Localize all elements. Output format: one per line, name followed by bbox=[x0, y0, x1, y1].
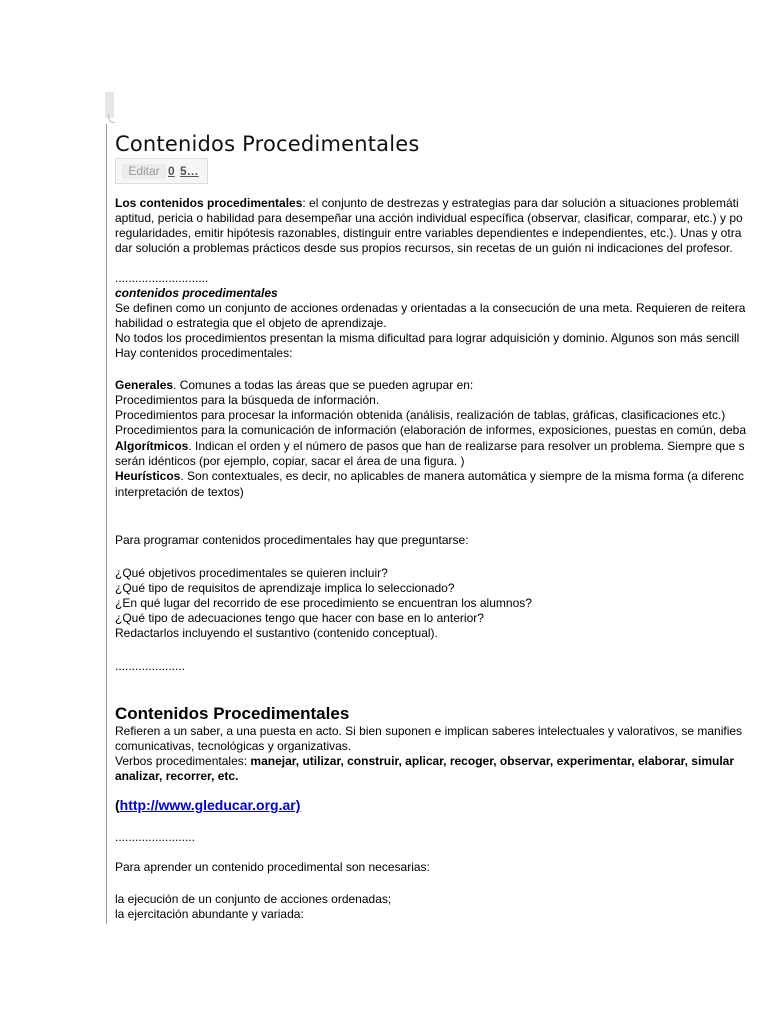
intro-line-2: aptitud, pericia o habilidad para desempeñar una acción individual específica (observar, clasificar, comparar, etc.) y po bbox=[115, 211, 743, 225]
type-heuristic bbox=[115, 469, 744, 484]
learn-intro: Para aprender un contenido procedimental son necesarias: bbox=[115, 860, 430, 874]
separator-3: ........................ bbox=[115, 830, 196, 844]
edit-toolbar bbox=[115, 158, 208, 184]
type-general-text: . Comunes a todas las áreas que se pueden agrupar en: bbox=[173, 378, 474, 392]
type-general-label: Generales bbox=[115, 378, 174, 392]
intro-line-4: dar solución a problemas prácticos desde sus propios recursos, sin recetas de un guión ni indicaciones del profesor. bbox=[115, 241, 733, 255]
program-question-4: ¿Qué tipo de adecuaciones tengo que hacer con base en lo anterior? bbox=[115, 611, 484, 625]
type-algorithmic-label: Algorítmicos bbox=[115, 439, 189, 453]
definition-line-2: habilidad o estrategia que el objeto de aprendizaje. bbox=[115, 316, 387, 330]
separator-2: ..................... bbox=[115, 659, 186, 673]
page-fold-corner bbox=[108, 114, 115, 123]
program-intro: Para programar contenidos procedimentales hay que preguntarse: bbox=[115, 533, 469, 547]
separator-1: ............................ bbox=[115, 271, 209, 285]
verbs-list: manejar, utilizar, construir, aplicar, recoger, observar, experimentar, elaborar, simular bbox=[250, 754, 734, 768]
type-algorithmic bbox=[115, 439, 745, 454]
page-title: Contenidos Procedimentales bbox=[115, 132, 420, 156]
page-left-border bbox=[106, 124, 107, 924]
verbs-label: Verbos procedimentales: bbox=[115, 754, 251, 768]
verbs-line bbox=[115, 754, 734, 769]
program-question-5: Redactarlos incluyendo el sustantivo (contenido conceptual). bbox=[115, 626, 438, 640]
general-item-3: Procedimientos para la comunicación de información (elaboración de informes, exposiciones, puestas en común, deba bbox=[115, 423, 747, 437]
definition-line-1: Se definen como un conjunto de acciones ordenadas y orientadas a la consecución de una meta. Requieren de reitera bbox=[115, 301, 746, 315]
section-2-line-2: comunicativas, tecnológicas y organizativas. bbox=[115, 739, 352, 753]
program-question-3: ¿En qué lugar del recorrido de ese procedimiento se encuentran los alumnos? bbox=[115, 596, 532, 610]
source-line bbox=[115, 797, 300, 814]
comments-count-link[interactable]: 0 bbox=[168, 164, 175, 178]
type-heuristic-line-2: interpretación de textos) bbox=[115, 485, 244, 499]
definition-line-3: No todos los procedimientos presentan la misma dificultad para lograr adquisición y dominio. Algunos son más sencill bbox=[115, 331, 740, 345]
general-item-1: Procedimientos para la búsqueda de información. bbox=[115, 393, 380, 407]
verbs-list-2: analizar, recorrer, etc. bbox=[115, 769, 239, 783]
section-2-line-1: Refieren a un saber, a una puesta en acto. Si bien suponen e implican saberes intelectuales y valorativos, se manifies bbox=[115, 724, 743, 738]
definition-heading bbox=[115, 286, 278, 301]
source-link[interactable]: http://www.gleducar.org.ar) bbox=[119, 797, 301, 813]
intro-line-3: regularidades, emitir hipótesis razonables, distinguir entre variables dependientes e independientes, etc.). Unas y otra bbox=[115, 226, 742, 240]
intro-term: Los contenidos procedimentales bbox=[115, 196, 303, 210]
intro-text-1: : el conjunto de destrezas y estrategias para dar solución a situaciones problemáti bbox=[302, 196, 739, 210]
history-link[interactable]: 5… bbox=[180, 164, 199, 178]
type-algorithmic-line-2: serán idénticos (por ejemplo, copiar, sacar el área de una figura. ) bbox=[115, 454, 465, 468]
section-2-heading: Contenidos Procedimentales bbox=[115, 704, 350, 723]
verbs-line-2 bbox=[115, 769, 238, 784]
definition-heading-text: contenidos procedimentales bbox=[115, 286, 278, 300]
type-general bbox=[115, 378, 473, 393]
source-paren: ( bbox=[115, 797, 120, 813]
program-question-1: ¿Qué objetivos procedimentales se quieren incluir? bbox=[115, 566, 388, 580]
intro-line-1 bbox=[115, 196, 739, 211]
type-algorithmic-text: . Indican el orden y el número de pasos que han de realizarse para resolver un problema. Siempre que s bbox=[188, 439, 745, 453]
type-heuristic-text: . Son contextuales, es decir, no aplicables de manera automática y siempre de la misma forma (a diferenc bbox=[180, 469, 744, 483]
program-question-2: ¿Qué tipo de requisitos de aprendizaje implica lo seleccionado? bbox=[115, 581, 455, 595]
type-heuristic-label: Heurísticos bbox=[115, 469, 181, 483]
definition-line-4: Hay contenidos procedimentales: bbox=[115, 346, 293, 360]
general-item-2: Procedimientos para procesar la información obtenida (análisis, realización de tablas, gráficas, clasificaciones etc.) bbox=[115, 408, 726, 422]
edit-button[interactable]: Editar bbox=[122, 164, 166, 179]
learn-requirement-1: la ejecución de un conjunto de acciones ordenadas; bbox=[115, 892, 392, 906]
learn-requirement-2: la ejercitación abundante y variada: bbox=[115, 907, 304, 921]
